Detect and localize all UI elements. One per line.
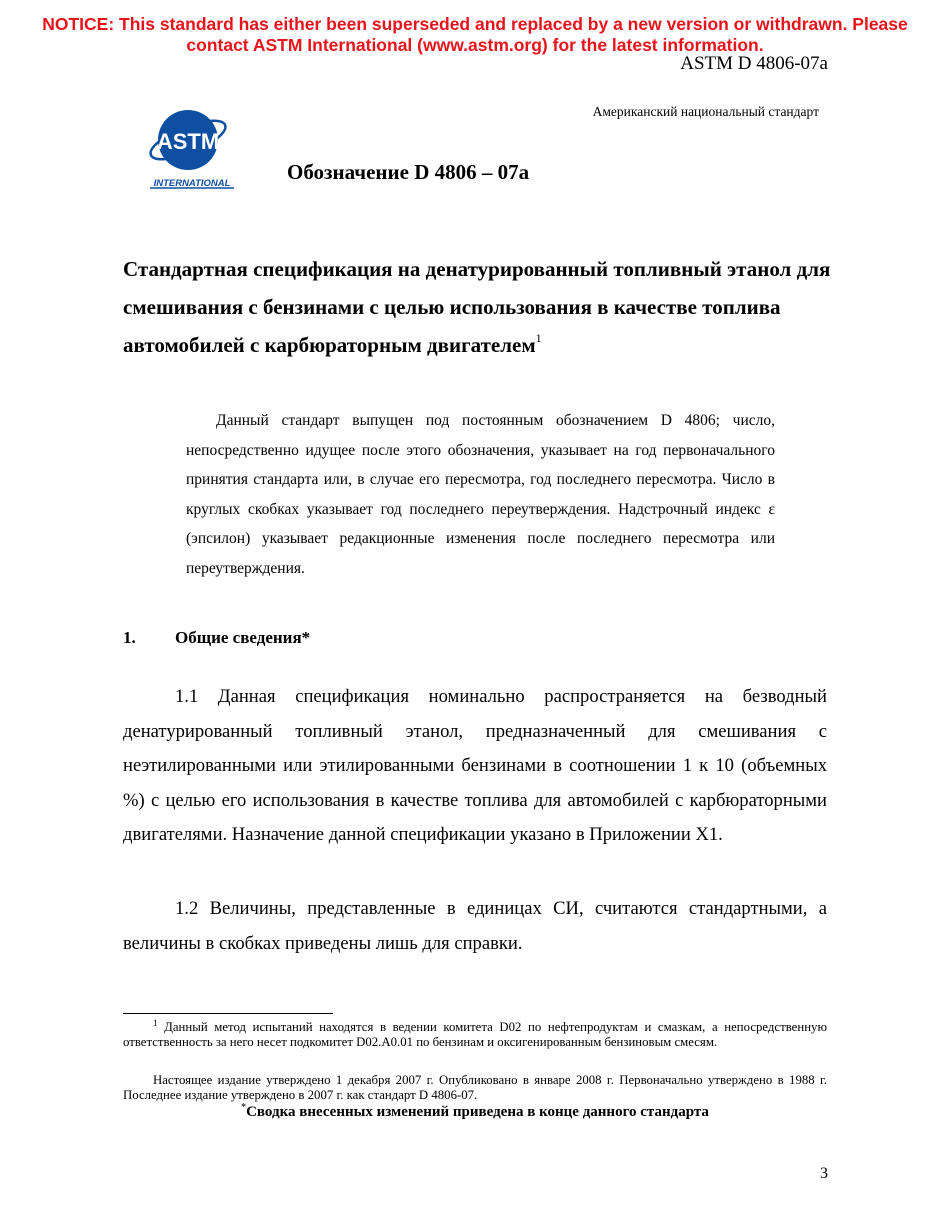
section-title: Общие сведения* bbox=[175, 628, 311, 647]
logo-text: ASTM bbox=[156, 129, 220, 154]
section-heading bbox=[123, 628, 310, 648]
document-code: ASTM D 4806-07a bbox=[680, 53, 828, 74]
footnote-approval: Настоящее издание утверждено 1 декабря 2007 г. Опубликовано в январе 2008 г. Первоначально утверждено в 1988 г. Последнее издание утверждено в 2007 г. как стандарт D 4806-07. bbox=[123, 1073, 827, 1103]
footnote-divider bbox=[123, 1013, 333, 1014]
notice-line-2: contact ASTM International (www.astm.org) for the latest information. bbox=[186, 35, 764, 55]
notice-banner bbox=[0, 14, 950, 56]
standard-note: Данный стандарт выпущен под постоянным обозначением D 4806; число, непосредственно идущее после этого обозначения, указывает на год первоначального принятия стандарта или, в случае его пересмотра, год последнего пересмотра. Число в круглых скобках указывает год последнего переутверждения. Надстрочный индекс ε (эпсилон) указывает редакционные изменения после последнего пересмотра или переутверждения. bbox=[186, 412, 775, 577]
footnote-1-text: Данный метод испытаний находятся в ведении комитета D02 по нефтепродуктам и смазкам, а непосредственную ответственность за него несет подкомитет D02.A0.01 по бензинам и оксигенированным бензиновым смесям. bbox=[123, 1020, 828, 1050]
document-title bbox=[123, 250, 833, 364]
notice-line-1: NOTICE: This standard has either been superseded and replaced by a new version or withdrawn. Please bbox=[42, 14, 908, 34]
logo-subtext: INTERNATIONAL bbox=[153, 178, 231, 189]
section-number: 1. bbox=[123, 628, 136, 647]
designation: Обозначение D 4806 – 07a bbox=[287, 160, 530, 184]
national-standard-label: Американский национальный стандарт bbox=[592, 104, 819, 119]
paragraph-1-1: 1.1 Данная спецификация номинально распространяется на безводный денатурированный топливный этанол, предназначенный для смешивания с неэтилированными или этилированными бензинами в соотношении 1 к 10 (объемных %) с целью его использования в качестве топлива для автомобилей с карбюраторными двигателями. Назначение данной спецификации указано в Приложении X1. bbox=[123, 686, 827, 846]
footnote-changes bbox=[0, 1104, 950, 1121]
page-number: 3 bbox=[820, 1165, 828, 1182]
footnote-star-mark: * bbox=[241, 1102, 247, 1113]
footnote-changes-text: Сводка внесенных изменений приведена в конце данного стандарта bbox=[246, 1104, 709, 1120]
title-text: Стандартная спецификация на денатурированный топливный этанол для смешивания с бензинами с целью использования в качестве топлива автомобилей с карбюраторным двигателем bbox=[123, 257, 831, 357]
title-footnote-mark: 1 bbox=[535, 331, 542, 345]
astm-logo-icon bbox=[146, 104, 238, 190]
paragraph-1-2: 1.2 Величины, представленные в единицах СИ, считаются стандартными, а величины в скобках приведены лишь для справки. bbox=[123, 898, 827, 954]
footnote-1-mark: 1 bbox=[153, 1018, 158, 1028]
footnote-1 bbox=[123, 1020, 827, 1051]
